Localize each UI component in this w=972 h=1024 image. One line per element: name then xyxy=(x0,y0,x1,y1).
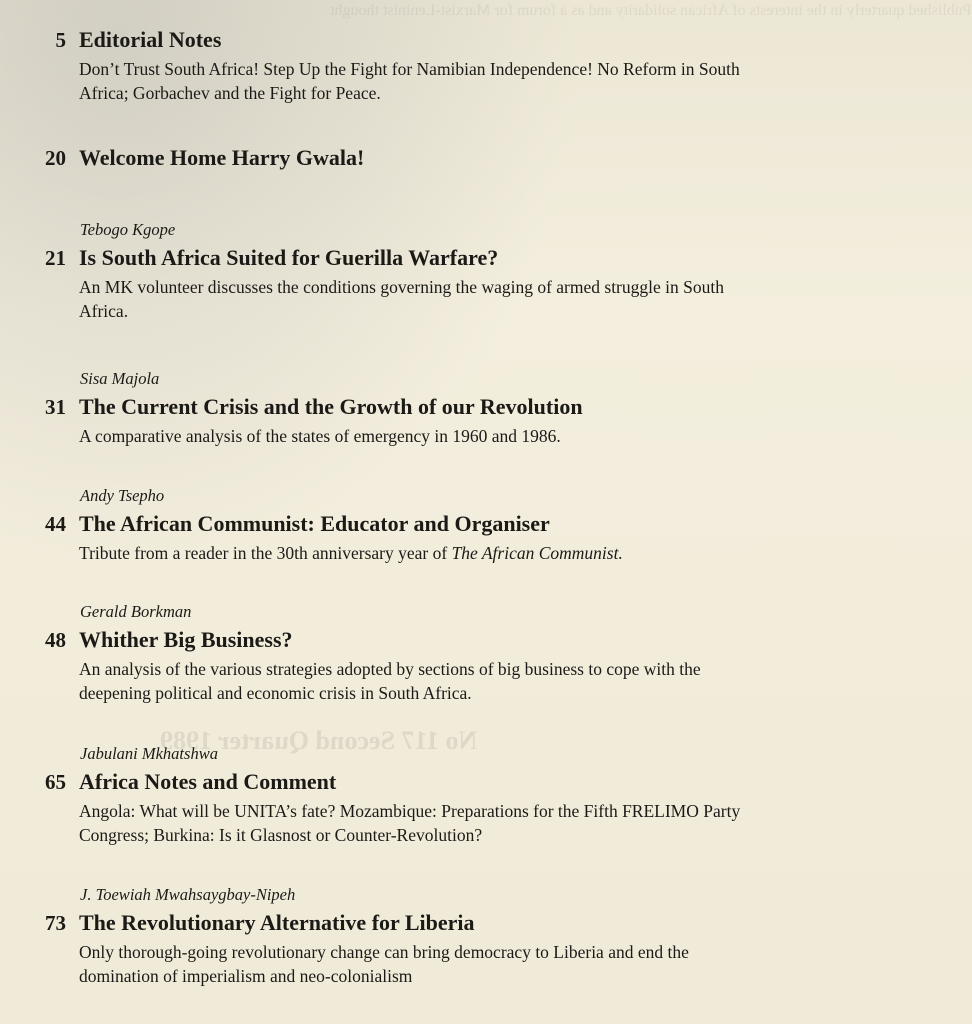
page-number: 44 xyxy=(45,512,66,536)
page-number: 20 xyxy=(45,146,66,170)
entry-description xyxy=(79,541,749,565)
bleed-through-issue: No 117 Second Quarter 1989 xyxy=(160,726,478,755)
entry-title: The Revolutionary Alternative for Liberia xyxy=(79,910,475,935)
page-number: 21 xyxy=(45,246,66,270)
bleed-through-text: Published quarterly in the interests of African solidarity and as a forum for Marxist-Leninist thought xyxy=(330,2,972,19)
journal-name: The African Communist. xyxy=(451,543,623,563)
entry-description: A comparative analysis of the states of emergency in 1960 and 1986. xyxy=(79,426,561,446)
page-number: 5 xyxy=(55,28,66,52)
entry-description: Angola: What will be UNITA’s fate? Mozambique: Preparations for the Fifth FRELIMO Party Congress; Burkina: Is it Glasnost or Counter-Revolution? xyxy=(79,801,741,845)
page-number: 73 xyxy=(45,911,66,935)
entry-title: The Current Crisis and the Growth of our Revolution xyxy=(79,394,583,419)
entry-title: Africa Notes and Comment xyxy=(79,769,337,794)
entry-title: Is South Africa Suited for Guerilla Warfare? xyxy=(79,245,499,270)
entry-title: The African Communist: Educator and Organiser xyxy=(79,511,550,536)
entry-author: Gerald Borkman xyxy=(80,602,192,621)
page-number: 65 xyxy=(45,770,66,794)
page-number: 48 xyxy=(45,628,66,652)
entry-title: Editorial Notes xyxy=(79,27,222,52)
entry-author: Andy Tsepho xyxy=(80,486,165,505)
entry-description: Don’t Trust South Africa! Step Up the Fight for Namibian Independence! No Reform in South Africa; Gorbachev and the Fight for Peace. xyxy=(79,59,740,103)
page-number: 31 xyxy=(45,395,66,419)
entry-description: An analysis of the various strategies adopted by sections of big business to cope with the deepening political and economic crisis in South Africa. xyxy=(79,659,701,703)
entry-title: Welcome Home Harry Gwala! xyxy=(79,145,365,170)
entry-title: Whither Big Business? xyxy=(79,627,293,652)
entry-author: Tebogo Kgope xyxy=(80,220,176,239)
entry-author: J. Toewiah Mwahsaygbay-Nipeh xyxy=(80,885,296,904)
entry-author: Jabulani Mkhatshwa xyxy=(80,744,218,763)
entry-author: Sisa Majola xyxy=(80,369,160,388)
entry-description: An MK volunteer discusses the conditions governing the waging of armed struggle in South Africa. xyxy=(79,277,724,321)
entry-description: Only thorough-going revolutionary change can bring democracy to Liberia and end the domination of imperialism and neo-colonialism xyxy=(79,942,689,986)
description-text: Tribute from a reader in the 30th anniversary year of xyxy=(79,543,452,563)
